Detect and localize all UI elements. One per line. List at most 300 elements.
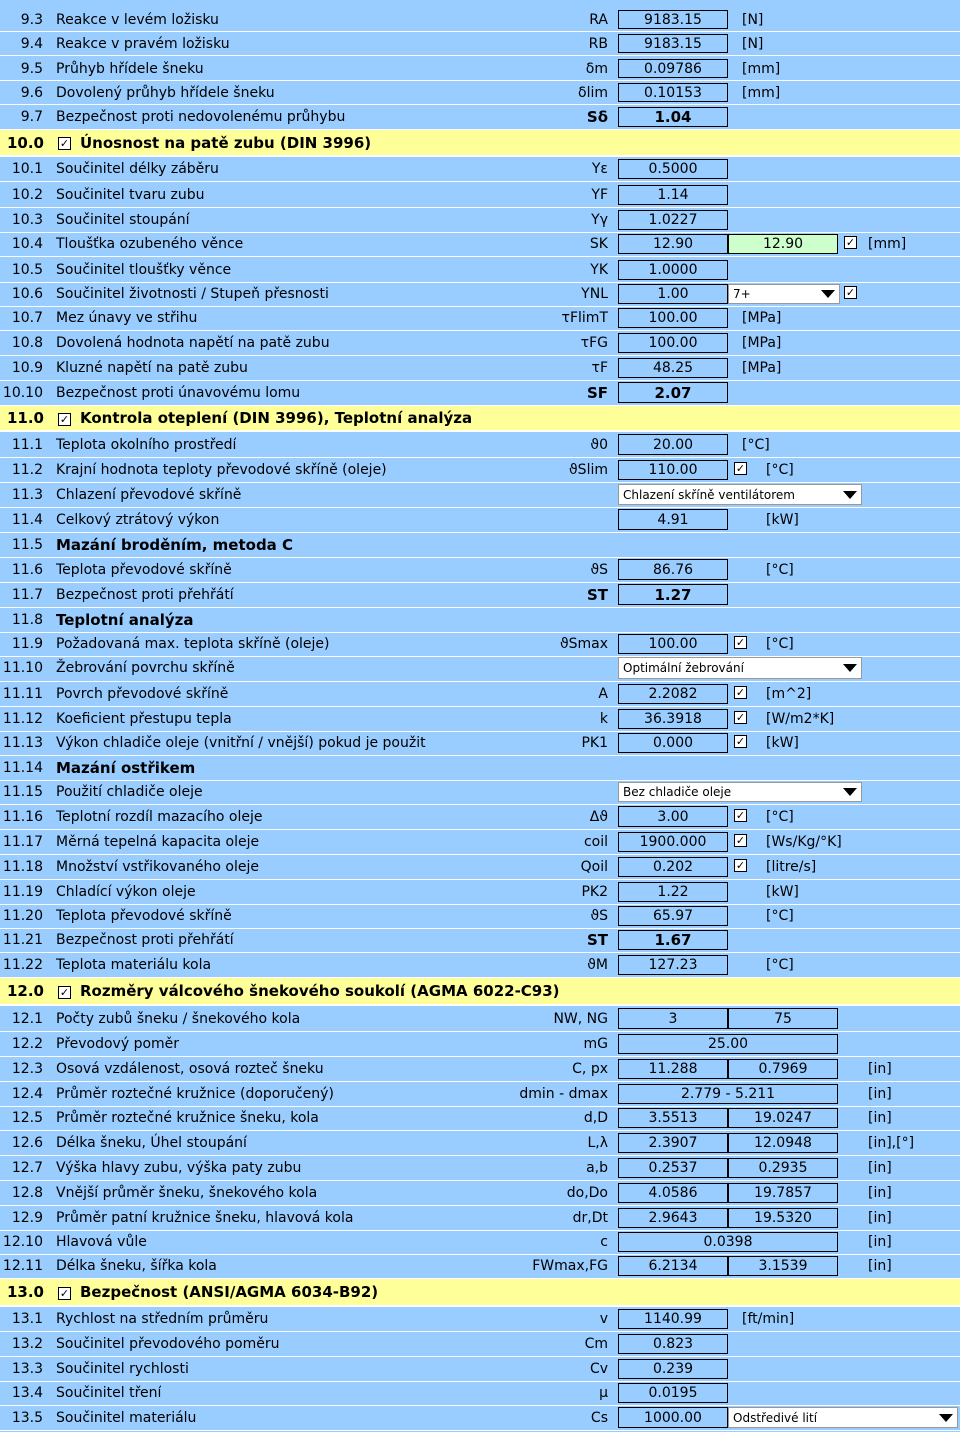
row-13-1 <box>0 1307 960 1332</box>
value-field[interactable]: 110.00 <box>618 460 728 480</box>
value-field-wide[interactable]: 2.779 - 5.211 <box>618 1084 838 1104</box>
value-field[interactable]: 1.0227 <box>618 210 728 230</box>
row-11-12 <box>0 707 960 732</box>
row-11-17 <box>0 830 960 855</box>
row-12-8 <box>0 1181 960 1206</box>
row-label: Celkový ztrátový výkon <box>56 511 220 528</box>
row-number: 11.14 <box>2 760 43 776</box>
value-field[interactable]: 36.3918 <box>618 709 728 729</box>
row-label: Osová vzdálenost, osová rozteč šneku <box>56 1061 324 1077</box>
row-label: Součinitel tření <box>56 1385 162 1401</box>
value-field[interactable]: 1900.000 <box>618 832 728 852</box>
row-10-3 <box>0 208 960 233</box>
section-checkbox[interactable]: ✓ <box>59 413 70 426</box>
row-11-4 <box>0 507 960 533</box>
row-label: Dovolená hodnota napětí na patě zubu <box>56 335 330 351</box>
row-number: 11.10 <box>2 660 43 676</box>
row-label: Koeficient přestupu tepla <box>56 711 232 727</box>
value-field[interactable]: 1.04 <box>618 107 728 127</box>
row-11-9 <box>0 632 960 657</box>
value-field[interactable]: 0.5000 <box>618 159 728 179</box>
unit-label: [°C] <box>766 808 794 825</box>
row-number: 12.4 <box>11 1086 43 1102</box>
value-field[interactable]: 1140.99 <box>618 1309 728 1329</box>
value-checkbox[interactable]: ✓ <box>735 686 746 699</box>
row-number: 13.5 <box>11 1409 43 1426</box>
row-10-1 <box>0 157 960 182</box>
row-10-9 <box>0 356 960 381</box>
row-number: 11.3 <box>11 486 43 503</box>
row-label: Průhyb hřídele šneku <box>56 60 204 77</box>
symbol: coil <box>583 834 608 850</box>
row-13-5 <box>0 1405 960 1431</box>
unit-label: [mm] <box>742 84 781 101</box>
row-number: 10.10 <box>2 384 43 401</box>
symbol: k <box>599 711 608 727</box>
row-label: Kluzné napětí na patě zubu <box>56 360 248 376</box>
value-checkbox[interactable]: ✓ <box>735 834 746 847</box>
row-label-heading: Mazání ostřikem <box>56 759 196 777</box>
row-10-7 <box>0 306 960 331</box>
row-13-0 <box>0 1279 960 1307</box>
unit-label: [in] <box>868 1185 892 1201</box>
row-label: Výška hlavy zubu, výška paty zubu <box>56 1160 302 1176</box>
select-value: Chlazení skříně ventilátorem <box>623 487 795 502</box>
unit-label: [°C] <box>766 908 794 924</box>
symbol: d,D <box>583 1110 608 1126</box>
value-field[interactable]: 100.00 <box>618 308 728 328</box>
value-field[interactable]: 3.00 <box>618 806 728 827</box>
chevron-down-icon[interactable] <box>843 788 857 796</box>
value-field[interactable]: 1.00 <box>618 284 728 304</box>
row-number: 9.5 <box>20 60 43 77</box>
symbol: RB <box>588 35 608 52</box>
row-11-21 <box>0 928 960 953</box>
row-number: 11.2 <box>11 462 43 478</box>
symbol: NW, NG <box>553 1010 608 1027</box>
row-number: 11.18 <box>2 859 43 875</box>
row-label: Bezpečnost proti únavovému lomu <box>56 384 301 401</box>
unit-label: [N] <box>742 35 764 52</box>
row-label: Součinitel materiálu <box>56 1409 197 1426</box>
row-label: Bezpečnost proti nedovolenému průhybu <box>56 109 346 125</box>
unit-label: [°C] <box>766 957 794 973</box>
row-number: 12.1 <box>11 1010 43 1027</box>
row-number: 13.3 <box>11 1361 43 1377</box>
row-12-9 <box>0 1206 960 1231</box>
value-field[interactable]: 2.2082 <box>618 684 728 704</box>
unit-label: [MPa] <box>742 310 782 326</box>
value-field[interactable]: 9183.15 <box>618 10 728 29</box>
row-number: 13.4 <box>11 1385 43 1401</box>
row-10-10 <box>0 380 960 406</box>
row-9-7 <box>0 105 960 130</box>
unit-label: [°C] <box>766 636 794 652</box>
row-11-2 <box>0 458 960 483</box>
value-checkbox[interactable]: ✓ <box>735 711 746 724</box>
value-checkbox[interactable]: ✓ <box>735 859 746 872</box>
value-checkbox[interactable]: ✓ <box>845 286 856 299</box>
row-11-5 <box>0 532 960 558</box>
symbol: YK <box>590 262 608 278</box>
row-11-20 <box>0 904 960 929</box>
section-number: 11.0 <box>6 409 44 427</box>
value-field[interactable]: 1.0000 <box>618 260 728 280</box>
row-label: Teplotní rozdíl mazacího oleje <box>56 808 263 825</box>
symbol: δm <box>585 60 608 77</box>
row-number: 10.7 <box>11 310 43 326</box>
row-11-16 <box>0 804 960 830</box>
row-number: 12.7 <box>11 1160 43 1176</box>
row-label: Hlavová vůle <box>56 1234 147 1250</box>
row-label: Převodový poměr <box>56 1036 180 1052</box>
symbol: Cv <box>589 1361 608 1377</box>
unit-label: [in] <box>868 1160 892 1176</box>
row-10-6 <box>0 282 960 307</box>
row-number: 10.5 <box>11 262 43 278</box>
value-field[interactable]: 4.91 <box>618 509 728 530</box>
row-10-4 <box>0 232 960 257</box>
symbol: τFG <box>580 335 608 351</box>
row-number: 9.7 <box>20 109 43 125</box>
row-10-5 <box>0 258 960 283</box>
symbol: Sδ <box>586 108 608 126</box>
symbol: SF <box>586 383 608 402</box>
value-field[interactable]: 6.2134 <box>618 1256 728 1276</box>
row-12-11 <box>0 1254 960 1279</box>
value-field[interactable]: 0.10153 <box>618 83 728 102</box>
row-11-22 <box>0 953 960 978</box>
row-11-18 <box>0 855 960 880</box>
symbol: ST <box>586 931 608 949</box>
value-checkbox[interactable]: ✓ <box>845 236 856 249</box>
symbol: C, px <box>572 1061 608 1077</box>
chevron-down-icon[interactable] <box>821 290 835 298</box>
row-number: 11.17 <box>2 834 43 850</box>
symbol: YF <box>591 187 608 203</box>
symbol: v <box>599 1311 608 1327</box>
unit-label: [kW] <box>766 511 799 528</box>
value-field[interactable]: 11.288 <box>618 1059 728 1079</box>
row-label: Součinitel tloušťky věnce <box>56 262 232 278</box>
section-title: Bezpečnost (ANSI/AGMA 6034-B92) <box>80 1283 379 1301</box>
row-11-14 <box>0 756 960 781</box>
row-label: Rychlost na středním průměru <box>56 1311 269 1327</box>
value-field[interactable]: 0.09786 <box>618 59 728 78</box>
row-number: 11.1 <box>11 436 43 453</box>
row-label: Použití chladiče oleje <box>56 784 203 800</box>
row-12-2 <box>0 1032 960 1057</box>
row-number: 12.6 <box>11 1135 43 1151</box>
value-field[interactable]: 0.2537 <box>618 1158 728 1178</box>
row-number: 10.8 <box>11 335 43 351</box>
unit-label: [MPa] <box>742 360 782 376</box>
row-10-0 <box>0 130 960 157</box>
unit-label: [mm] <box>868 236 907 252</box>
row-label: Krajní hodnota teploty převodové skříně (oleje) <box>56 462 387 478</box>
row-label: Reakce v pravém ložisku <box>56 35 230 52</box>
value-field[interactable]: 4.0586 <box>618 1183 728 1203</box>
unit-label: [Ws/Kg/°K] <box>766 834 842 850</box>
symbol: Cs <box>590 1409 608 1426</box>
row-label: Povrch převodové skříně <box>56 686 229 702</box>
value-checkbox[interactable]: ✓ <box>735 462 746 475</box>
unit-label: [ft/min] <box>742 1311 795 1327</box>
symbol: Cm <box>584 1336 608 1352</box>
select-value: Bez chladiče oleje <box>623 785 732 799</box>
value-field[interactable]: 1.14 <box>618 185 728 205</box>
value-field-wide[interactable]: 0.0398 <box>618 1232 838 1252</box>
value-field[interactable]: 2.3907 <box>618 1133 728 1153</box>
chevron-down-icon[interactable] <box>843 491 857 499</box>
row-label: Množství vstřikovaného oleje <box>56 859 259 875</box>
row-number: 11.20 <box>2 908 43 924</box>
row-number: 11.15 <box>2 784 43 800</box>
row-number: 11.7 <box>11 586 43 603</box>
unit-label: [in] <box>868 1110 892 1126</box>
row-label: Součinitel převodového poměru <box>56 1336 280 1352</box>
row-11-0 <box>0 406 960 432</box>
symbol: δlim <box>578 84 608 101</box>
symbol: ϑSmax <box>559 636 608 652</box>
row-13-4 <box>0 1381 960 1406</box>
value-field[interactable]: 1000.00 <box>618 1407 728 1428</box>
row-11-3 <box>0 482 960 508</box>
symbol: mG <box>583 1036 608 1052</box>
row-label-heading: Teplotní analýza <box>56 610 194 629</box>
row-number: 12.5 <box>11 1110 43 1126</box>
value-field-wide[interactable]: 25.00 <box>618 1034 838 1054</box>
value-field-2[interactable]: 19.0247 <box>728 1108 838 1128</box>
section-title: Rozměry válcového šnekového soukolí (AGMA 6022-C93) <box>80 982 560 1000</box>
symbol: dmin - dmax <box>519 1086 608 1102</box>
row-label: Požadovaná max. teplota skříně (oleje) <box>56 636 330 652</box>
value-field-2[interactable]: 19.5320 <box>728 1208 838 1228</box>
select-dropdown[interactable] <box>728 1407 958 1428</box>
section-checkbox[interactable]: ✓ <box>59 137 70 150</box>
row-12-4 <box>0 1082 960 1107</box>
symbol: μ <box>599 1385 608 1401</box>
value-field[interactable]: 100.00 <box>618 634 728 654</box>
value-field[interactable]: 127.23 <box>618 955 728 975</box>
unit-label: [MPa] <box>742 335 782 351</box>
value-field[interactable]: 3.5513 <box>618 1108 728 1128</box>
value-field[interactable]: 48.25 <box>618 358 728 378</box>
row-12-6 <box>0 1131 960 1156</box>
symbol: A <box>598 686 608 702</box>
row-11-6 <box>0 557 960 583</box>
value-field[interactable]: 1.22 <box>618 882 728 902</box>
value-field[interactable]: 20.00 <box>618 434 728 455</box>
unit-label: [in] <box>868 1086 892 1102</box>
row-label: Počty zubů šneku / šnekového kola <box>56 1010 301 1027</box>
row-12-1 <box>0 1006 960 1032</box>
row-11-19 <box>0 880 960 905</box>
row-13-3 <box>0 1357 960 1382</box>
unit-label: [°C] <box>742 436 770 453</box>
value-field[interactable]: 12.90 <box>618 234 728 254</box>
row-13-2 <box>0 1332 960 1357</box>
row-label: Teplota okolního prostředí <box>56 436 237 453</box>
value-field-2[interactable]: 0.7969 <box>728 1059 838 1079</box>
row-number: 11.16 <box>2 808 43 825</box>
symbol: dr,Dt <box>572 1210 608 1226</box>
value-checkbox[interactable]: ✓ <box>735 735 746 748</box>
row-11-8 <box>0 607 960 633</box>
value-field[interactable]: 2.07 <box>618 382 728 403</box>
row-label: Teplota převodové skříně <box>56 908 232 924</box>
row-label: Průměr roztečné kružnice (doporučený) <box>56 1086 334 1102</box>
value-checkbox[interactable]: ✓ <box>735 636 746 649</box>
select-value: Odstředivé lití <box>733 1410 818 1425</box>
unit-label: [°C] <box>766 561 794 578</box>
section-checkbox[interactable]: ✓ <box>59 1287 70 1300</box>
row-label: Bezpečnost proti přehřátí <box>56 932 234 948</box>
section-number: 10.0 <box>6 133 44 152</box>
symbol: FWmax,FG <box>532 1258 608 1274</box>
value-field-2[interactable]: 19.7857 <box>728 1183 838 1203</box>
row-label: Měrná tepelná kapacita oleje <box>56 834 260 850</box>
value-field-2[interactable]: 75 <box>728 1008 838 1029</box>
row-number: 12.11 <box>2 1258 43 1274</box>
value-field[interactable]: 9183.15 <box>618 34 728 53</box>
row-9-5 <box>0 57 960 81</box>
value-checkbox[interactable]: ✓ <box>735 809 746 822</box>
unit-label: [m^2] <box>766 686 812 702</box>
row-label: Výkon chladiče oleje (vnitřní / vnější) pokud je použit <box>56 735 426 751</box>
row-label: Dovolený průhyb hřídele šneku <box>56 84 275 101</box>
row-number: 13.2 <box>11 1336 43 1352</box>
row-label: Délka šneku, Úhel stoupání <box>56 1135 247 1151</box>
symbol: ϑM <box>587 957 608 973</box>
value-field[interactable]: 0.239 <box>618 1359 728 1379</box>
value-field[interactable]: 0.000 <box>618 733 728 753</box>
row-label: Mez únavy ve střihu <box>56 310 198 326</box>
value-field-2[interactable]: 0.2935 <box>728 1158 838 1178</box>
row-number: 11.9 <box>11 636 43 652</box>
section-number: 13.0 <box>6 1283 44 1301</box>
row-label: Průměr roztečné kružnice šneku, kola <box>56 1110 319 1126</box>
row-label: Součinitel stoupání <box>56 212 190 228</box>
row-label: Průměr patní kružnice šneku, hlavová kola <box>56 1210 354 1226</box>
row-9-6 <box>0 81 960 105</box>
row-number: 11.4 <box>11 511 43 528</box>
chevron-down-icon[interactable] <box>843 664 857 672</box>
symbol: L,λ <box>587 1135 608 1151</box>
value-field[interactable]: 2.9643 <box>618 1208 728 1228</box>
row-number: 11.6 <box>11 561 43 578</box>
value-field[interactable]: 86.76 <box>618 559 728 580</box>
symbol: τFlimT <box>561 310 608 326</box>
row-11-7 <box>0 582 960 608</box>
row-label: Reakce v levém ložisku <box>56 11 219 28</box>
value-field-2[interactable]: 12.0948 <box>728 1133 838 1153</box>
symbol: Δϑ <box>589 808 608 825</box>
select-dropdown[interactable] <box>618 657 862 679</box>
unit-label: [in] <box>868 1210 892 1226</box>
chevron-down-icon[interactable] <box>939 1414 953 1422</box>
unit-label: [N] <box>742 11 764 28</box>
select-value: 7+ <box>733 287 751 301</box>
value-field-2[interactable]: 12.90 <box>728 234 838 254</box>
symbol: ϑS <box>590 908 608 924</box>
row-number: 12.9 <box>11 1210 43 1226</box>
row-number: 10.2 <box>11 187 43 203</box>
unit-label: [in] <box>868 1258 892 1274</box>
symbol: do,Do <box>566 1185 608 1201</box>
select-dropdown[interactable] <box>618 484 862 505</box>
row-number: 11.19 <box>2 884 43 900</box>
row-number: 12.3 <box>11 1061 43 1077</box>
value-field[interactable]: 65.97 <box>618 906 728 926</box>
symbol: PK2 <box>581 884 608 900</box>
row-number: 11.12 <box>2 711 43 727</box>
row-11-13 <box>0 731 960 756</box>
symbol: Yε <box>591 161 608 177</box>
row-11-1 <box>0 432 960 458</box>
value-field-2[interactable]: 3.1539 <box>728 1256 838 1276</box>
value-field[interactable]: 1.27 <box>618 584 728 605</box>
select-dropdown[interactable] <box>728 284 840 304</box>
select-dropdown[interactable] <box>618 782 862 802</box>
row-label: Délka šneku, šířka kola <box>56 1258 217 1274</box>
row-number: 11.21 <box>2 932 43 948</box>
row-10-8 <box>0 331 960 356</box>
unit-label: [in] <box>868 1061 892 1077</box>
row-label: Žebrování povrchu skříně <box>56 660 235 676</box>
select-value: Optimální žebrování <box>623 661 744 675</box>
unit-label: [kW] <box>766 884 799 900</box>
row-label: Součinitel délky záběru <box>56 161 219 177</box>
row-12-3 <box>0 1057 960 1082</box>
value-field[interactable]: 100.00 <box>618 333 728 353</box>
row-number: 10.6 <box>11 286 43 302</box>
row-number: 10.4 <box>11 236 43 252</box>
row-12-7 <box>0 1156 960 1181</box>
value-field[interactable]: 0.202 <box>618 857 728 877</box>
section-title: Kontrola oteplení (DIN 3996), Teplotní analýza <box>80 409 473 427</box>
row-label: Bezpečnost proti přehřátí <box>56 586 234 603</box>
symbol: YNL <box>581 286 608 302</box>
symbol: ST <box>586 585 608 604</box>
unit-label: [mm] <box>742 60 781 77</box>
value-field[interactable]: 0.823 <box>618 1334 728 1354</box>
row-number: 12.2 <box>11 1036 43 1052</box>
section-checkbox[interactable]: ✓ <box>59 986 70 999</box>
symbol: RA <box>589 11 608 28</box>
value-field[interactable]: 1.67 <box>618 930 728 950</box>
row-label: Teplota převodové skříně <box>56 561 232 578</box>
row-11-15 <box>0 780 960 805</box>
value-field[interactable]: 3 <box>618 1008 728 1029</box>
symbol: a,b <box>586 1160 608 1176</box>
row-label: Tloušťka ozubeného věnce <box>56 236 244 252</box>
row-number: 11.22 <box>2 957 43 973</box>
row-label: Součinitel tvaru zubu <box>56 187 205 203</box>
symbol: Qoil <box>580 859 608 875</box>
row-number: 9.3 <box>20 11 43 28</box>
row-label: Teplota materiálu kola <box>56 957 212 973</box>
section-number: 12.0 <box>6 982 44 1000</box>
symbol: Yγ <box>591 212 608 228</box>
unit-label: [W/m2*K] <box>766 711 835 727</box>
symbol: ϑ0 <box>590 436 608 453</box>
row-12-5 <box>0 1106 960 1131</box>
row-label-heading: Mazání broděním, metoda C <box>56 535 294 554</box>
row-label: Chlazení převodové skříně <box>56 486 242 503</box>
row-label: Vnější průměr šneku, šnekového kola <box>56 1185 318 1201</box>
value-field[interactable]: 0.0195 <box>618 1383 728 1403</box>
